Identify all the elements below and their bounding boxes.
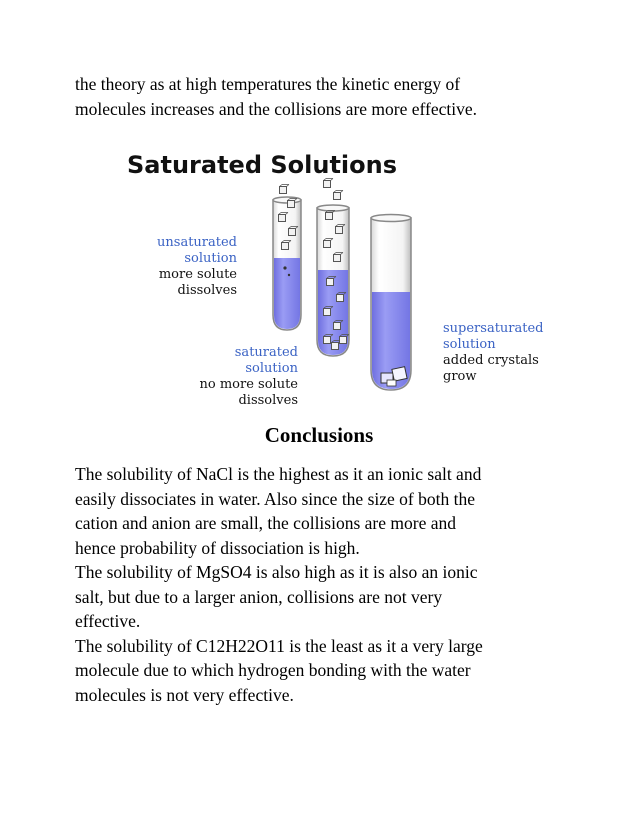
- conclusion-line: molecules is not very effective.: [75, 684, 294, 705]
- intro-paragraph: [75, 72, 575, 122]
- conclusion-line: The solubility of MgSO4 is also high as it is also an ionic: [75, 562, 478, 582]
- saturated-term-line2: solution: [245, 361, 298, 376]
- conclusion-line: molecule due to which hydrogen bonding with the water: [75, 660, 471, 680]
- supersaturated-desc-line1: added crystals: [443, 353, 539, 368]
- saturated-desc-line1: no more solute: [199, 377, 298, 392]
- figure-title: Saturated Solutions: [127, 151, 397, 179]
- unsaturated-term-line1: unsaturated: [157, 235, 237, 250]
- conclusions-heading: Conclusions: [264, 423, 374, 447]
- supersaturated-tube: [371, 215, 411, 391]
- intro-line: the theory as at high temperatures the kinetic energy of: [75, 74, 461, 94]
- saturated-desc-line2: dissolves: [238, 393, 298, 408]
- conclusion-line: The solubility of C12H22O11 is the least as it a very large: [75, 635, 483, 656]
- intro-line: molecules increases and the collisions are more effective.: [75, 99, 478, 119]
- test-tubes-diagram: [105, 140, 585, 410]
- conclusion-line: salt, but due to a larger anion, collisions are not very: [75, 586, 443, 607]
- unsaturated-tube: [273, 185, 301, 331]
- unsaturated-term-line2: solution: [184, 251, 237, 266]
- supersaturated-term-line1: supersaturated: [443, 321, 544, 336]
- saturated-solutions-figure: [105, 140, 585, 410]
- conclusion-line: hence probability of dissociation is high.: [75, 537, 360, 558]
- supersaturated-desc-line2: grow: [443, 369, 477, 384]
- conclusion-line: The solubility of NaCl is the highest as it an ionic salt and: [75, 464, 482, 484]
- unsaturated-desc-line2: dissolves: [177, 283, 237, 298]
- saturated-tube: [317, 179, 349, 357]
- conclusion-line: easily dissociates in water. Also since the size of both the: [75, 488, 475, 509]
- conclusion-line: cation and anion are small, the collisions are more and: [75, 513, 456, 533]
- conclusion-line: effective.: [75, 611, 141, 631]
- supersaturated-term-line2: solution: [443, 337, 496, 352]
- saturated-term-line1: saturated: [234, 345, 298, 360]
- unsaturated-desc-line1: more solute: [158, 267, 237, 282]
- conclusions-body: [75, 462, 575, 707]
